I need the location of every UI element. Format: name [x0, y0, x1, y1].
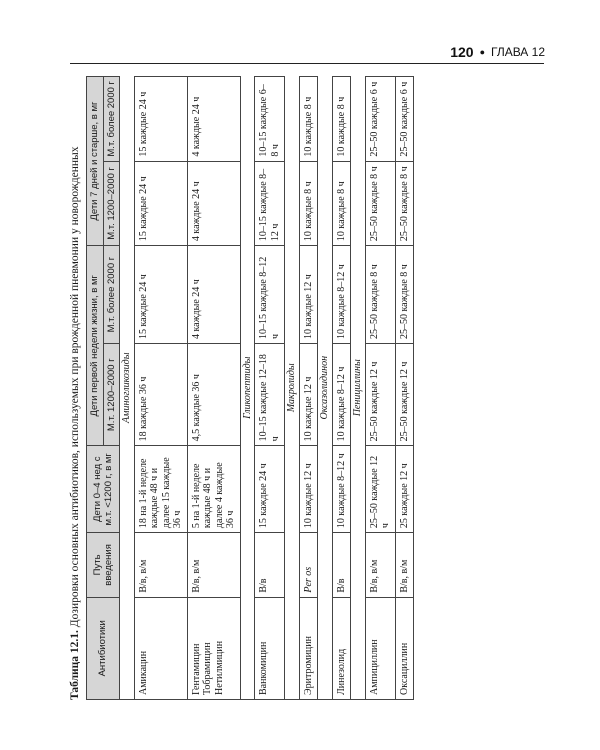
running-head	[450, 44, 545, 60]
cell-w7-over-2000: 10–15 каждые 6–8 ч	[255, 77, 285, 162]
cell-w7-1200-2000: 10 каждые 8 ч	[299, 161, 318, 246]
cell-w7-1200-2000: 15 каждые 24 ч	[134, 161, 187, 246]
cell-under1200: 25 каждые 12 ч	[395, 446, 414, 533]
group-row	[240, 77, 255, 700]
cell-w7-over-2000: 10 каждые 8 ч	[332, 77, 351, 162]
cell-w7-over-2000: 25–50 каждые 6 ч	[365, 77, 395, 162]
group-title: Гликопептиды	[240, 77, 255, 700]
header-w7-over-2000: М.т. более 2000 г	[103, 77, 120, 162]
cell-w7-1200-2000: 10–15 каждые 8–12 ч	[255, 161, 285, 246]
group-title: Аминогликозиды	[120, 77, 135, 700]
table-body	[120, 77, 414, 700]
cell-fw-1200-2000: 25–50 каждые 12 ч	[365, 344, 395, 446]
cell-drug: Амикацин	[134, 597, 187, 699]
group-title: Оксазолидинон	[318, 77, 333, 700]
cell-w7-over-2000: 15 каждые 24 ч	[134, 77, 187, 162]
cell-route: В/в, в/м	[187, 533, 240, 598]
cell-under1200: 5 на 1-й неделе каждые 48 ч и далее 4 каждые 36 ч	[187, 446, 240, 533]
header-fw-1200-2000: М.т. 1200–2000 г	[103, 344, 120, 446]
group-title: Макролиды	[285, 77, 300, 700]
table-row	[332, 77, 351, 700]
header-route: Путь введения	[87, 533, 120, 598]
cell-fw-1200-2000: 10–15 каждые 12–18 ч	[255, 344, 285, 446]
table-row	[365, 77, 395, 700]
cell-fw-1200-2000: 25–50 каждые 12 ч	[395, 344, 414, 446]
cell-w7-over-2000: 25–50 каждые 6 ч	[395, 77, 414, 162]
cell-route: В/в, в/м	[365, 533, 395, 598]
caption-text: Дозировки основных антибиотиков, используемых при врожденной пневмонии у новорожденных	[69, 146, 81, 628]
header-under1200: Дети 0–4 нед с м.т. <1200 г, в мг	[87, 446, 120, 533]
cell-drug: Оксациллин	[395, 597, 414, 699]
table-row	[134, 77, 187, 700]
cell-fw-over-2000: 15 каждые 24 ч	[134, 246, 187, 344]
table-row	[395, 77, 414, 700]
cell-under1200: 10 каждые 12 ч	[299, 446, 318, 533]
cell-under1200: 10 каждые 8–12 ч	[332, 446, 351, 533]
cell-route: Per os	[299, 533, 318, 598]
header-first-week: Дети первой недели жизни, в мг	[87, 246, 104, 446]
cell-route: В/в	[332, 533, 351, 598]
header-antibiotic: Антибиотики	[87, 597, 120, 699]
page-number: 120	[450, 44, 474, 60]
table-row	[255, 77, 285, 700]
table-row	[299, 77, 318, 700]
rotated-table-block	[68, 76, 546, 700]
cell-w7-1200-2000: 10 каждые 8 ч	[332, 161, 351, 246]
table-caption	[68, 76, 84, 700]
cell-fw-over-2000: 4 каждые 24 ч	[187, 246, 240, 344]
cell-w7-1200-2000: 4 каждые 24 ч	[187, 161, 240, 246]
cell-route: В/в	[255, 533, 285, 598]
header-w7-1200-2000: М.т. 1200–2000 г	[103, 161, 120, 246]
cell-w7-1200-2000: 25–50 каждые 8 ч	[395, 161, 414, 246]
cell-fw-1200-2000: 18 каждые 36 ч	[134, 344, 187, 446]
bullet-separator: ●	[479, 47, 485, 57]
table-head	[87, 77, 120, 700]
cell-drug: Эритромицин	[299, 597, 318, 699]
cell-under1200: 15 каждые 24 ч	[255, 446, 285, 533]
cell-fw-over-2000: 25–50 каждые 8 ч	[395, 246, 414, 344]
cell-drug: Ампициллин	[365, 597, 395, 699]
cell-fw-over-2000: 25–50 каждые 8 ч	[365, 246, 395, 344]
dosage-table	[86, 76, 414, 700]
table-row	[187, 77, 240, 700]
chapter-title: ГЛАВА 12	[491, 45, 545, 59]
cell-drug: Ванкомицин	[255, 597, 285, 699]
group-row	[318, 77, 333, 700]
header-rule	[70, 63, 544, 64]
cell-w7-1200-2000: 25–50 каждые 8 ч	[365, 161, 395, 246]
group-row	[120, 77, 135, 700]
group-row	[285, 77, 300, 700]
cell-drug: Гентамицин Тобрамицин Нетилмицин	[187, 597, 240, 699]
header-week7-plus: Дети 7 дней и старше, в мг	[87, 77, 104, 246]
cell-fw-over-2000: 10 каждые 8–12 ч	[332, 246, 351, 344]
cell-under1200: 18 на 1-й неделе каждые 48 ч и далее 15 каждые 36 ч	[134, 446, 187, 533]
cell-w7-over-2000: 10 каждые 8 ч	[299, 77, 318, 162]
caption-label: Таблица 12.1.	[69, 630, 81, 700]
cell-fw-over-2000: 10–15 каждые 8–12 ч	[255, 246, 285, 344]
cell-fw-1200-2000: 10 каждые 12 ч	[299, 344, 318, 446]
cell-fw-1200-2000: 10 каждые 8–12 ч	[332, 344, 351, 446]
cell-drug: Линезолид	[332, 597, 351, 699]
cell-route: В/в, в/м	[395, 533, 414, 598]
header-fw-over-2000: М.т. более 2000 г	[103, 246, 120, 344]
group-row	[351, 77, 366, 700]
cell-fw-over-2000: 10 каждые 12 ч	[299, 246, 318, 344]
cell-fw-1200-2000: 4,5 каждые 36 ч	[187, 344, 240, 446]
cell-w7-over-2000: 4 каждые 24 ч	[187, 77, 240, 162]
cell-under1200: 25–50 каждые 12 ч	[365, 446, 395, 533]
cell-route: В/в, в/м	[134, 533, 187, 598]
group-title: Пенициллины	[351, 77, 366, 700]
